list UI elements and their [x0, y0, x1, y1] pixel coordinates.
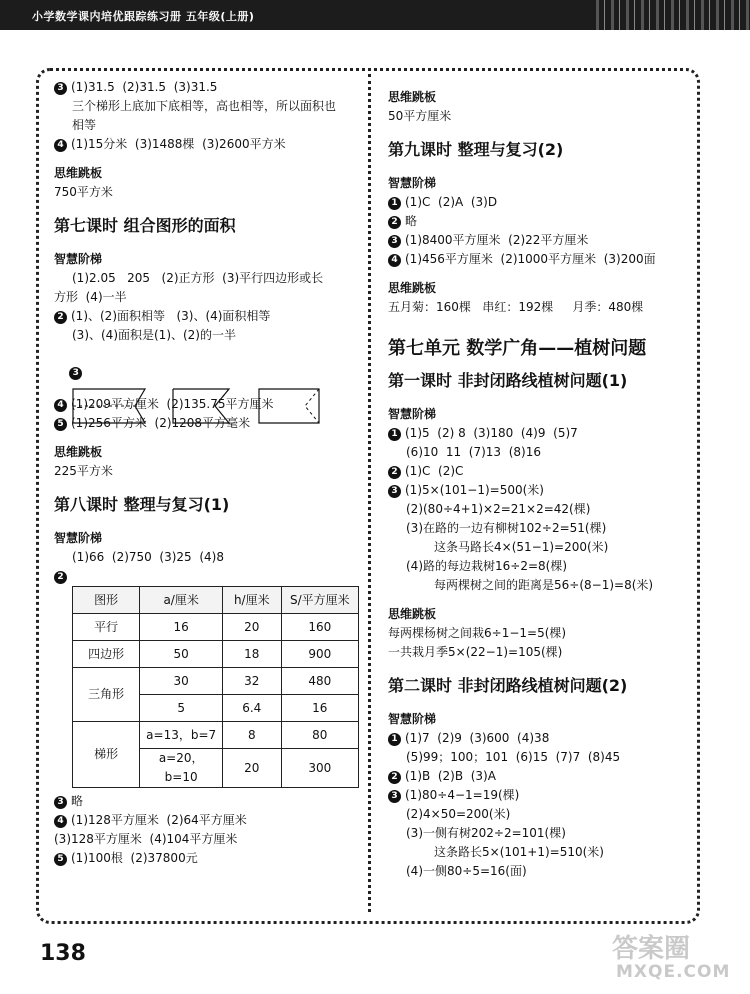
u1-1a: (1)5 (2) 8 (3)180 (4)9 (5)7	[405, 426, 578, 440]
table-header: S/平方厘米	[281, 587, 358, 614]
l9-1: (1)C (2)A (3)D	[405, 195, 498, 209]
lesson-title: 第一课时 非封闭路线植树问题(1)	[388, 371, 628, 390]
answer-line: (4)一侧80÷5=16(面)	[406, 864, 527, 878]
table-cell: 900	[281, 641, 358, 668]
q4-answer: (1)15分米 (3)1488棵 (3)2600平方米	[71, 137, 286, 151]
section-heading: 思维跳板	[54, 166, 103, 180]
answer-line: (6)10 11 (7)13 (8)16	[406, 445, 541, 459]
answer-line: (1)66 (2)750 (3)25 (4)8	[72, 550, 224, 564]
bullet-3: 3	[69, 367, 82, 380]
lesson-title: 第九课时 整理与复习(2)	[388, 140, 564, 159]
u2-3a: (1)80÷4−1=19(棵)	[405, 788, 520, 802]
table-cell: 160	[281, 614, 358, 641]
u1-3a: (1)5×(101−1)=500(米)	[405, 483, 544, 497]
bullet-1: 1	[388, 428, 401, 441]
page-number: 138	[40, 941, 86, 966]
l7-4: (1)209平方厘米 (2)135.75平方厘米	[71, 397, 274, 411]
lesson-title: 第八课时 整理与复习(1)	[54, 495, 230, 514]
l7-5: (1)256平方米 (2)1208平方毫米	[71, 416, 251, 430]
section-heading: 思维跳板	[388, 607, 437, 621]
u2-1a: (1)7 (2)9 (3)600 (4)38	[405, 731, 550, 745]
table-cell: 6.4	[223, 695, 282, 722]
answer-line: 每两棵树之间的距离是56÷(8−1)=8(米)	[434, 578, 654, 592]
table-cell: 480	[281, 668, 358, 695]
left-column	[54, 78, 359, 868]
header-edge-texture	[590, 0, 750, 30]
section-heading: 智慧阶梯	[54, 252, 103, 266]
bullet-2: 2	[388, 216, 401, 229]
bullet-2: 2	[54, 311, 67, 324]
u2-2: (1)B (2)B (3)A	[405, 769, 496, 783]
bullet-4: 4	[54, 815, 67, 828]
answer-line: 一共栽月季5×(22−1)=105(棵)	[388, 645, 563, 659]
answer-line: 750平方米	[54, 185, 113, 199]
bullet-4: 4	[54, 139, 67, 152]
section-heading: 智慧阶梯	[388, 407, 437, 421]
right-column	[388, 88, 688, 881]
answer-line	[54, 811, 359, 830]
answer-line: (4)路的每边栽树16÷2=8(棵)	[406, 559, 568, 573]
header-bar	[0, 0, 750, 30]
column-divider	[368, 74, 371, 912]
answer-line	[388, 481, 688, 500]
table-cell: 20	[223, 749, 282, 788]
section-heading: 智慧阶梯	[388, 176, 437, 190]
answer-line: (3)一侧有树202÷2=101(棵)	[406, 826, 566, 840]
table-cell: 梯形	[73, 722, 140, 788]
l9-3: (1)8400平方厘米 (2)22平方厘米	[405, 233, 589, 247]
table-header: 图形	[73, 587, 140, 614]
table-header: a/厘米	[140, 587, 223, 614]
table-row	[73, 614, 359, 641]
answer-line: 每两棵杨树之间栽6÷1−1=5(棵)	[388, 626, 567, 640]
section-heading: 思维跳板	[388, 90, 437, 104]
table-cell: 16	[140, 614, 223, 641]
l7-2a: (1)、(2)面积相等 (3)、(4)面积相等	[71, 309, 271, 323]
l9-2: 略	[405, 214, 418, 228]
table-cell: a=20，b=10	[140, 749, 223, 788]
bullet-4: 4	[388, 254, 401, 267]
table-row	[73, 641, 359, 668]
answer-line: (3)、(4)面积是(1)、(2)的一半	[72, 328, 236, 342]
bullet-3: 3	[388, 485, 401, 498]
unit-title: 第七单元 数学广角——植树问题	[388, 338, 647, 359]
section-heading: 智慧阶梯	[54, 531, 103, 545]
bullet-5: 5	[54, 853, 67, 866]
bullet-3: 3	[388, 235, 401, 248]
l9-4: (1)456平方厘米 (2)1000平方厘米 (3)200面	[405, 252, 656, 266]
answer-line: (5)99；100；101 (6)15 (7)7 (8)45	[406, 750, 621, 764]
table-cell: 300	[281, 749, 358, 788]
section-heading: 智慧阶梯	[388, 712, 437, 726]
answer-line: 这条马路长4×(51−1)=200(米)	[434, 540, 609, 554]
table-cell: 50	[140, 641, 223, 668]
watermark-text: 答案圈	[612, 934, 691, 964]
table-cell: 四边形	[73, 641, 140, 668]
answer-line-shapes	[54, 345, 359, 395]
table-header: h/厘米	[223, 587, 282, 614]
table-cell: 5	[140, 695, 223, 722]
l8-5: (1)100根 (2)37800元	[71, 851, 198, 865]
q3-explain: 三个梯形上底加下底相等，高也相等，所以面积也	[72, 99, 337, 113]
answer-line	[388, 212, 688, 231]
lesson-title: 第七课时 组合图形的面积	[54, 216, 236, 235]
bullet-1: 1	[388, 733, 401, 746]
watermark-logo	[612, 928, 740, 988]
section-heading: 思维跳板	[388, 281, 437, 295]
bullet-2: 2	[388, 771, 401, 784]
answer-line: (3)在路的一边有柳树102÷2=51(棵)	[406, 521, 607, 535]
answer-line	[388, 767, 688, 786]
answer-line: 这条路长5×(101+1)=510(米)	[434, 845, 604, 859]
answer-line: 50平方厘米	[388, 109, 452, 123]
answer-line: (2)(80÷4+1)×2=21×2=42(棵)	[406, 502, 591, 516]
answer-line: 225平方米	[54, 464, 113, 478]
answer-line: 五月菊：160棵 串红：192棵 月季：480棵	[388, 300, 644, 314]
lesson-title: 第二课时 非封闭路线植树问题(2)	[388, 676, 628, 695]
l8-4a: (1)128平方厘米 (2)64平方厘米	[71, 813, 247, 827]
table-cell: 20	[223, 614, 282, 641]
answer-line	[388, 786, 688, 805]
answer-line	[388, 462, 688, 481]
table-cell: 16	[281, 695, 358, 722]
bullet-3: 3	[54, 796, 67, 809]
answer-line	[54, 78, 359, 97]
bullet-1: 1	[388, 197, 401, 210]
area-table	[72, 586, 359, 788]
answer-line: (1)2.05 205 (2)正方形 (3)平行四边形或长	[72, 271, 324, 285]
bullet-2: 2	[54, 571, 67, 584]
bullet-4: 4	[54, 399, 67, 412]
header-title: 小学数学课内培优跟踪练习册 五年级(上册)	[32, 10, 255, 23]
answer-line: 方形 (4)一半	[54, 290, 127, 304]
answer-line	[388, 250, 688, 269]
table-cell: 平行	[73, 614, 140, 641]
l8-3: 略	[71, 794, 84, 808]
answer-line	[388, 424, 688, 443]
table-cell: a=13，b=7	[140, 722, 223, 749]
answer-line	[54, 307, 359, 326]
watermark-url: MXQE.COM	[616, 962, 731, 982]
section-heading: 思维跳板	[54, 445, 103, 459]
bullet-5: 5	[54, 418, 67, 431]
table-cell: 32	[223, 668, 282, 695]
q3-explain-2: 相等	[72, 118, 97, 132]
answer-line	[388, 231, 688, 250]
answer-line: (2)4×50=200(米)	[406, 807, 511, 821]
table-cell: 三角形	[73, 668, 140, 722]
bullet-3: 3	[54, 82, 67, 95]
bullet-2: 2	[388, 466, 401, 479]
u1-2: (1)C (2)C	[405, 464, 464, 478]
bullet-3: 3	[388, 790, 401, 803]
answer-line: (3)128平方厘米 (4)104平方厘米	[54, 832, 238, 846]
answer-line	[388, 193, 688, 212]
table-cell: 18	[223, 641, 282, 668]
answer-line	[54, 849, 359, 868]
answer-line	[388, 729, 688, 748]
table-row	[73, 668, 359, 695]
answer-line	[54, 792, 359, 811]
answer-line	[54, 567, 359, 586]
answer-line	[54, 135, 359, 154]
table-cell: 80	[281, 722, 358, 749]
table-row	[73, 722, 359, 749]
q3-answer: (1)31.5 (2)31.5 (3)31.5	[71, 80, 218, 94]
table-cell: 8	[223, 722, 282, 749]
table-cell: 30	[140, 668, 223, 695]
table-header-row	[73, 587, 359, 614]
